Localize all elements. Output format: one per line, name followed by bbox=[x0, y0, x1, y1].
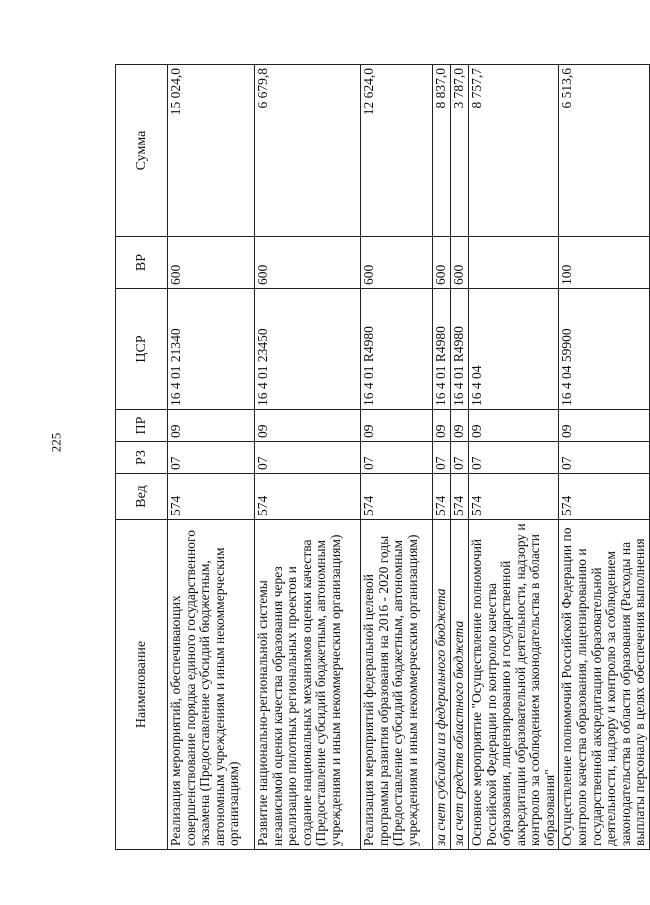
table-row bbox=[469, 65, 559, 850]
row-csr: 16 4 01 23450 bbox=[255, 289, 361, 410]
row-pr: 09 bbox=[559, 410, 649, 442]
row-ved: 574 bbox=[559, 474, 649, 520]
header-sum: Сумма bbox=[116, 65, 168, 237]
header-pr: ПР bbox=[116, 410, 168, 442]
row-csr: 16 4 04 bbox=[469, 289, 559, 410]
row-sum: 6 679,8 bbox=[255, 65, 361, 237]
table-row bbox=[559, 65, 649, 850]
page-number: 225 bbox=[48, 432, 64, 453]
row-rz: 07 bbox=[433, 442, 451, 474]
row-pr: 09 bbox=[469, 410, 559, 442]
row-csr: 16 4 01 R4980 bbox=[451, 289, 469, 410]
row-name: за счет субсидии из федерального бюджета bbox=[433, 520, 451, 850]
row-pr: 09 bbox=[361, 410, 433, 442]
row-csr: 16 4 01 R4980 bbox=[361, 289, 433, 410]
header-rz: РЗ bbox=[116, 442, 168, 474]
row-pr: 09 bbox=[433, 410, 451, 442]
header-vr: ВР bbox=[116, 237, 168, 289]
row-name: Осуществление полномочий Российской Федерации по контролю качества образования, лицензированию и государственной аккредитации образовательной деятельности, надзору и контролю за соблюдением законодательства в области образования (Расходы на выплаты персоналу в целях обеспечения выполнения bbox=[559, 520, 649, 850]
row-csr: 16 4 01 R4980 bbox=[433, 289, 451, 410]
row-ved: 574 bbox=[469, 474, 559, 520]
row-name: Реализация мероприятий федеральной целевой программы развития образования на 2016 - 2020 годы (Предоставление субсидий бюджетным, автономным учреждениям и иным некоммерческим организациям) bbox=[361, 520, 433, 850]
table-row bbox=[255, 65, 361, 850]
row-vr bbox=[469, 237, 559, 289]
table-row bbox=[168, 65, 255, 850]
row-vr: 600 bbox=[168, 237, 255, 289]
row-ved: 574 bbox=[361, 474, 433, 520]
row-name: за счет средств областного бюджета bbox=[451, 520, 469, 850]
table-row bbox=[433, 65, 451, 850]
row-sum: 12 624,0 bbox=[361, 65, 433, 237]
row-vr: 600 bbox=[433, 237, 451, 289]
row-sum: 8 757,7 bbox=[469, 65, 559, 237]
budget-table bbox=[115, 64, 650, 850]
table-row bbox=[361, 65, 433, 850]
row-vr: 100 bbox=[559, 237, 649, 289]
row-csr: 16 4 04 59900 bbox=[559, 289, 649, 410]
row-name: Основное мероприятие "Осуществление полномочий Российской Федерации по контролю качества образования, лицензированию и государственной аккредитации образовательной деятельности, надзору и контролю за соблюдением законодательства в области образования" bbox=[469, 520, 559, 850]
row-vr: 600 bbox=[361, 237, 433, 289]
table-header-row bbox=[116, 65, 168, 850]
row-rz: 07 bbox=[469, 442, 559, 474]
row-ved: 574 bbox=[433, 474, 451, 520]
row-rz: 07 bbox=[168, 442, 255, 474]
header-name: Наименование bbox=[116, 520, 168, 850]
row-ved: 574 bbox=[168, 474, 255, 520]
header-csr: ЦСР bbox=[116, 289, 168, 410]
row-vr: 600 bbox=[451, 237, 469, 289]
row-rz: 07 bbox=[255, 442, 361, 474]
rotated-table-wrapper bbox=[115, 65, 648, 850]
row-rz: 07 bbox=[559, 442, 649, 474]
table-row bbox=[451, 65, 469, 850]
row-sum: 15 024,0 bbox=[168, 65, 255, 237]
row-csr: 16 4 01 21340 bbox=[168, 289, 255, 410]
header-ved: Вед bbox=[116, 474, 168, 520]
row-name: Развитие национально-региональной системы независимой оценки качества образования через реализацию пилотных региональных проектов и создание национальных механизмов оценки качества (Предоставление субсидий бюджетным, автономным учреждениям и иным некоммерческим организациям) bbox=[255, 520, 361, 850]
row-pr: 09 bbox=[451, 410, 469, 442]
row-ved: 574 bbox=[451, 474, 469, 520]
row-sum: 6 513,6 bbox=[559, 65, 649, 237]
row-ved: 574 bbox=[255, 474, 361, 520]
row-sum: 8 837,0 bbox=[433, 65, 451, 237]
row-rz: 07 bbox=[361, 442, 433, 474]
row-vr: 600 bbox=[255, 237, 361, 289]
row-sum: 3 787,0 bbox=[451, 65, 469, 237]
row-rz: 07 bbox=[451, 442, 469, 474]
row-pr: 09 bbox=[255, 410, 361, 442]
row-pr: 09 bbox=[168, 410, 255, 442]
row-name: Реализация мероприятий, обеспечивающих совершенствование порядка единого государственного экзамена (Предоставление субсидий бюджетным, автономным учреждениям и иным некоммерческим организациям) bbox=[168, 520, 255, 850]
